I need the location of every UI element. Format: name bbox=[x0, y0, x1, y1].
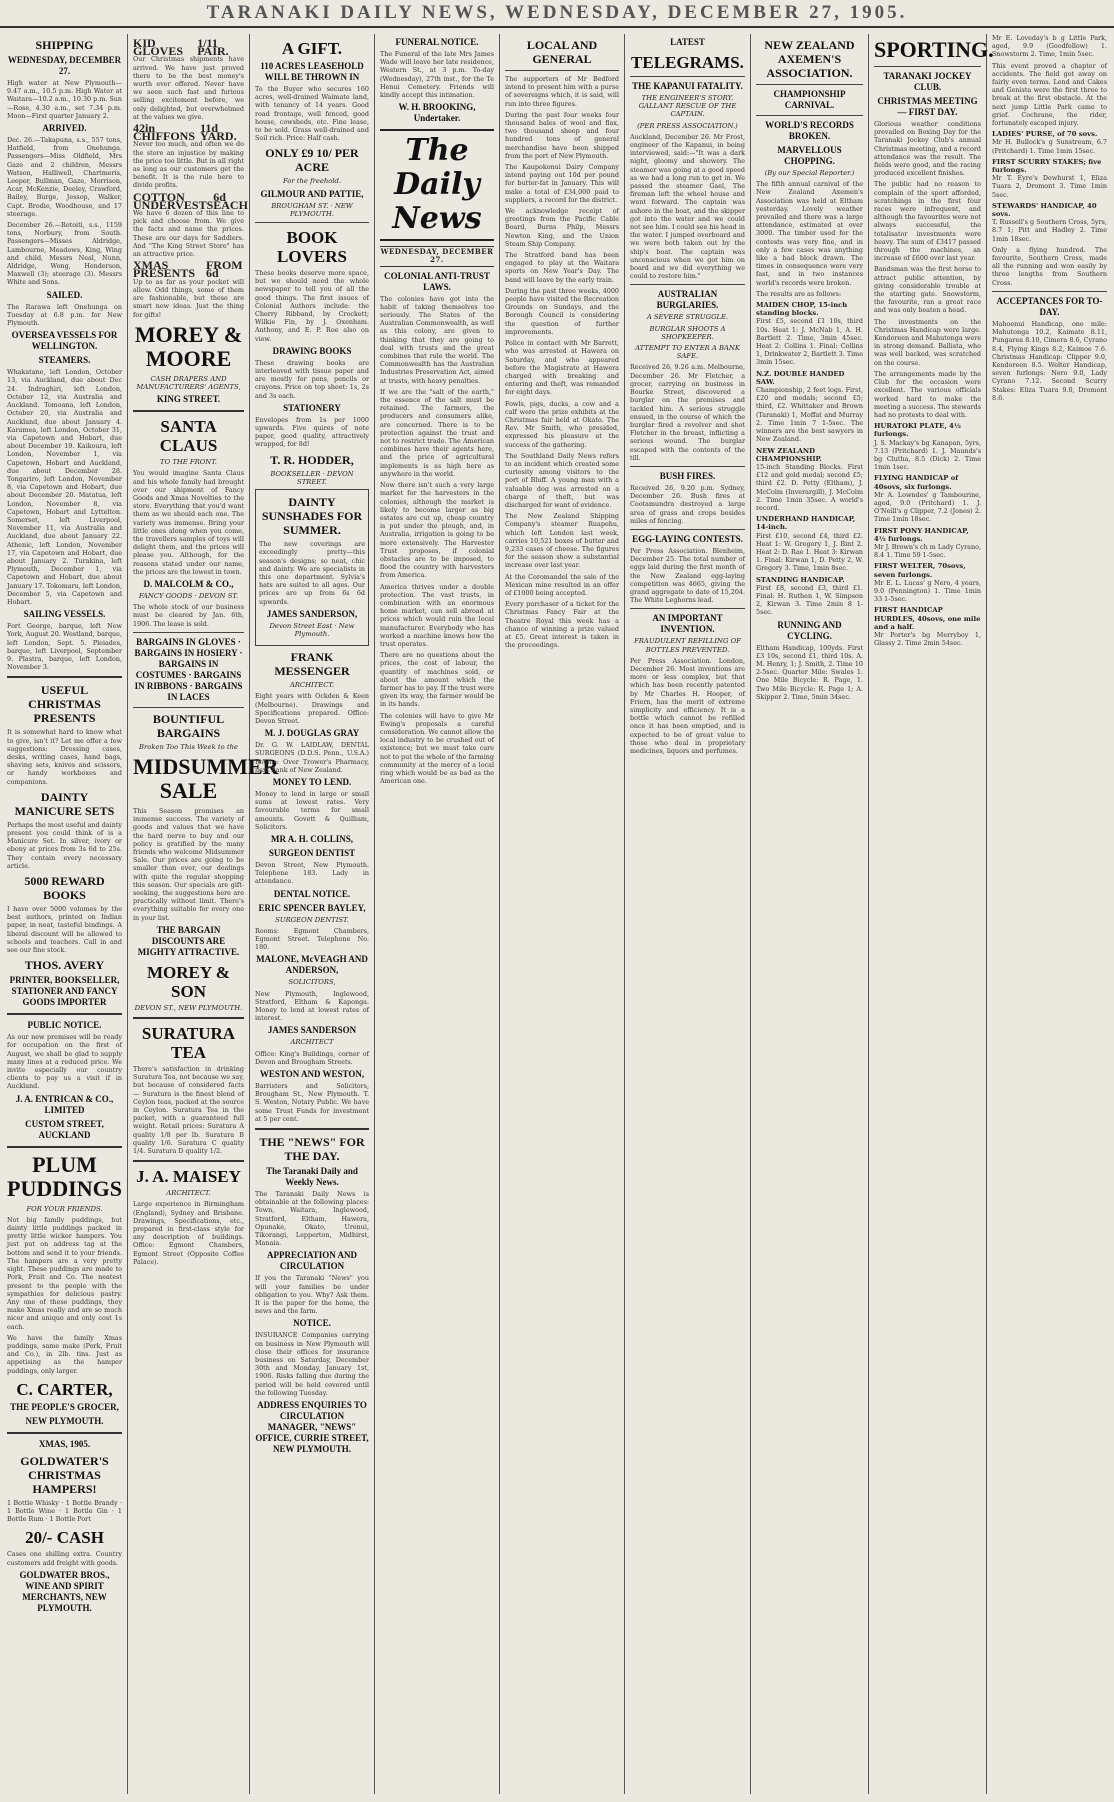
flying-handicap-title: FLYING HANDICAP of 40sovs, six furlongs. bbox=[874, 474, 959, 491]
local-p6: During the past three weeks, 4000 people have visited the Recreation Grounds on Sundays, and the Borough Council is considering the question of further improvements. bbox=[505, 286, 619, 336]
chiffons-ad bbox=[133, 121, 244, 144]
sporting-p5: The arrangements made by the Club for the occasion were excellent. The various officials worked hard to make the meeting a success. The stewards had no protests to deal with. bbox=[874, 369, 981, 419]
flying-handicap-text: Mr A. Lowndes' g Tambourine, aged, 9.0 (Pritchard) 1. J. O'Neill's g Clipper, 7.2 (Jones) 2. Time 1min 18sec. bbox=[874, 490, 981, 524]
editorial-p3: Now there isn't such a very large market for the harvesters in the colonies, although the market is likely to become larger as big estates are cut up, cheap country is put under the plough, and, in Australia, irrigation is going to be more extensively. The Harvester Trust proposes, if colonial obstacles are to be imposed, to flood the country with harvesters from America. bbox=[380, 481, 494, 580]
editorial-dateline: WEDNESDAY, DECEMBER 27. bbox=[380, 246, 494, 266]
telegrams-title: TELEGRAMS. bbox=[631, 53, 744, 72]
race-report-p1: This event proved a chapter of accidents. The field got away on fairly even terms. Lend and Cakes and Genista were the first three to break at the first obstacle. At the next jump Little Park came to grief. Cochrane, the rider, fortunately escaped injury. bbox=[992, 61, 1107, 128]
burglaries-sub: A SEVERE STRUGGLE. bbox=[646, 313, 729, 322]
arrived-text: Dec. 26.—Takapuna, s.s., 557 tons, Hatfield, from Onehunga. Passengers—Miss Oldfield, Mrs Gaze and 2 children, Messrs Watson, Halliwell, Chartmeris, Leeper, Bullman, Gaze, Morrison, Acar, McKenzie, Deeley, Crawford, Bailey, Burge, Jessop, Walker, Capt. Brodie, Woodhouse, and 17 steerage. bbox=[7, 136, 122, 218]
maisey-sub: ARCHITECT. bbox=[166, 1189, 211, 1198]
morey-son-title: MOREY & SON bbox=[147, 962, 230, 1001]
axemen-title: NEW ZEALAND AXEMEN'S ASSOCIATION. bbox=[764, 38, 855, 80]
collins-text: Devon Street, New Plymouth. Telephone 183. Lady in attendance. bbox=[255, 860, 369, 886]
divider bbox=[630, 466, 745, 467]
midsummer-title: MIDSUMMER SALE bbox=[133, 753, 279, 803]
reward-title: 5000 REWARD BOOKS bbox=[24, 874, 105, 903]
messenger-sub: ARCHITECT. bbox=[289, 681, 335, 690]
notice-title: PUBLIC NOTICE. bbox=[27, 1020, 102, 1031]
acceptances-text: Mahoenui Handicap, one mile: Mahutonga 10.2, Kaimate 8.11, Pungarea 8.10, Cimera 8.6, Cyrano 8.4, Flying Kings 8.2, Kaimoe 7.6. Christmas Handicap: Clipper 9.0, Kendoreen 8.5. Welter Handicap, seven furlongs: Nero 9.0, Lady Cyrano 7.12. Second Scurry Stakes: Eliza Tuara 9.0, Dromont 8.6. bbox=[992, 319, 1107, 402]
local-p12: Every purchaser of a ticket for the Christmas Fancy Fair at the Theatre Royal this week has a chance of winning a prize valued at £5. Great interest is taken in the proceedings. bbox=[505, 600, 619, 650]
local-p10: The New Zealand Shipping Company's steamer Ruapehu, which left London last week, carries 10,521 boxes of butter and 9,233 cases of cheese. The figures for the season show a substantial increase over last year. bbox=[505, 512, 619, 570]
first-scurry-text: Mr T. Eyre's Dewhurst 1, Eliza Tuara 2, Dromont 3. Time 1min 5sec. bbox=[992, 174, 1107, 199]
divider bbox=[756, 115, 863, 116]
bargains-list: BARGAINS IN GLOVES · BARGAINS IN HOSIERY · BARGAINS IN COSTUMES · BARGAINS IN RIBBONS · BARGAINS IN LACES bbox=[134, 636, 243, 702]
weston-text: Barristers and Solicitors, Brougham St., New Plymouth. T. S. Weston, Notary Public. We have some Trust Funds for investment at 5 per cent. bbox=[255, 1082, 369, 1123]
column-local-general bbox=[500, 34, 625, 1794]
chiffons-text: Never too much, and often we do the store an injustice by making the price too little. But in all right as long as our customers get the benefit. It is the rule here to divide profits. bbox=[133, 140, 244, 190]
santa-title: SANTA CLAUS bbox=[159, 417, 218, 456]
egg-laying-title: EGG-LAYING CONTESTS. bbox=[632, 533, 743, 544]
notice-text: As our new premises will be ready for occupation on the first of August, we shall be glad to supply many lines at a reduced price. We invite especially our country clients to pay us a visit if in Auckland. bbox=[7, 1033, 122, 1091]
ladies-purse-text: Mr H. Bullock's g Sunstream, 6.7 (Pritchard) 1. Time 1min 15sec. bbox=[992, 138, 1107, 155]
goldwater-price: 20/- CASH bbox=[25, 1528, 104, 1548]
burglaries-title: AUSTRALIAN BURGLARIES. bbox=[656, 289, 719, 311]
sporting-p3: Bandsman was the first horse to attract public attention, by giving considerable trouble at the starting gate. Snowstorm, the favourite, ran a great race and was only beaten a head. bbox=[874, 265, 981, 315]
xmas-presents-text: Up to as far as your pocket will allow. Odd things, some of them are fashionable, but these are smart new ideas. Just the thing for gifts! bbox=[133, 277, 244, 319]
records-title: WORLD'S RECORDS BROKEN. bbox=[765, 120, 854, 141]
huratoki-plate-text: J. S. Mackay's bg Kanapan, 5yrs, 7.13 (Pritchard) 1. J. Maunds's bg Clutha, 8.5 (Dick) 2. Time 1min 1sec. bbox=[874, 438, 981, 472]
messenger-text: Eight years with Ockden & Keen (Melbourne). Drawings and Specifications prepared. Office: Devon Street. bbox=[255, 692, 369, 725]
avery-title: THOS. AVERY bbox=[24, 958, 105, 973]
xmas-presents-price: FROM 6d bbox=[205, 258, 243, 281]
funeral-sign: W. H. BROOKING, Undertaker. bbox=[398, 102, 476, 124]
money-text: Money to lend in large or small sums at lowest rates. Very favourable terms for small amounts. Govett & Quilliam, Solicitors. bbox=[255, 789, 369, 831]
steamers-title: STEAMERS. bbox=[38, 355, 91, 366]
meeting-day: CHRISTMAS MEETING — FIRST DAY. bbox=[877, 96, 978, 117]
bayley-sub: SURGEON DENTIST. bbox=[275, 915, 349, 924]
sanderson-sub: ARCHITECT bbox=[290, 1038, 334, 1047]
divider bbox=[630, 608, 745, 609]
kid-gloves-ad bbox=[133, 36, 244, 59]
gift-for: For the freehold. bbox=[282, 177, 342, 186]
sporting-p4: The investments on the Christmas Handicap were large. Kendoreen and Mahutonga were in strong demand. Ballista, who was well backed, was scratched on the course. bbox=[874, 317, 981, 367]
arrived-title: ARRIVED. bbox=[42, 123, 87, 134]
race-report-p2: Only a flying hundred. The favourite, Southern Cross, made all the running and won easily by three lengths from Southern Cross. bbox=[992, 245, 1107, 287]
huratoki-plate-title: HURATOKI PLATE, 4½ furlongs. bbox=[874, 422, 961, 439]
local-p2: During the past four weeks four thousand bales of wool and flax, two thousand sheep and four hundred tons of general merchandise have been shipped from the port of New Plymouth. bbox=[505, 110, 619, 160]
paper-name: The Daily News bbox=[392, 133, 482, 237]
insurance-text: INSURANCE Companies carrying on business in New Plymouth will close their offices for insurance business on Saturday, December 30th and Monday, January 1st, 1906. Risks falling due during the period will be held covered until the following Tuesday. bbox=[255, 1331, 369, 1397]
morey-moore-town: KING STREET. bbox=[156, 394, 221, 405]
money-title: MONEY TO LEND. bbox=[272, 776, 352, 787]
reward-text: I have over 5000 volumes by the best authors, printed on Indian paper, in neat, tasteful bindings. A liberal discount will be allowed to schools and teachers. Call in and see our fine stock. bbox=[7, 905, 122, 955]
editorial-p2: If we are the "salt of the earth," the essence of the salt must be retained. The farmers, the producers and consumers alike, are concerned. There is to be protection against the trust and not to restrict trade. The American combines have their agents here, and the price of agricultural implements is as high here as anywhere in the world. bbox=[380, 387, 494, 478]
fatality-title: THE KAPANUI FATALITY. bbox=[632, 81, 743, 91]
gray-title: M. J. DOUGLAS GRAY bbox=[264, 728, 360, 739]
divider bbox=[133, 707, 244, 708]
gift-title: A GIFT. bbox=[281, 39, 343, 58]
midsummer-text: This Season promises an immense success. The variety of goods and values that we have the hard nerve to buy and our policy is gratified by the many friends who welcome Midsummer Sale. Our prices are going to be smaller than ever, our dealings with quite the regular shopping this season. Our specials are gift-seeking, the suggestions here are practically without limit. There's everything suitable for every one in your list. bbox=[133, 806, 244, 922]
divider bbox=[7, 1146, 122, 1148]
stewards-handicap-text: T. Russell's g Southern Cross, 5yrs, 8.7 1; Pitt and Hadley 2. Time 1min 18sec. bbox=[992, 218, 1107, 243]
divider bbox=[7, 1013, 122, 1015]
weston-title: WESTON AND WESTON, bbox=[259, 1069, 365, 1080]
divider bbox=[133, 1160, 244, 1162]
hurdles-text: Mr Porter's bg Merryboy 1, Glassy 2. Time 2min 54sec. bbox=[874, 630, 981, 648]
chopping-sub: (By our Special Reporter.) bbox=[764, 169, 855, 177]
cotton-title: COTTON UNDERVESTS bbox=[133, 189, 214, 212]
sanderson-title: JAMES SANDERSON bbox=[267, 1025, 357, 1036]
bushfires-title: BUSH FIRES. bbox=[659, 470, 716, 481]
burglaries-head: BURGLAR SHOOTS A SHOPKEEPER. bbox=[649, 324, 726, 341]
notice-title: NOTICE. bbox=[293, 1318, 331, 1329]
nz-championship-text: 15-inch Standing Blocks. First £12 and gold medal; second £5; third £2. D. Petty (Eltham), J. McColm (Inverargill), J. McColm 2. Time 1min 35sec. A world's record. bbox=[756, 462, 863, 512]
local-general-title: LOCAL AND GENERAL bbox=[526, 38, 598, 66]
bayley-text: Rooms: Egmont Chambers, Egmont Street. Telephone No. 180. bbox=[255, 926, 369, 952]
funeral-title: FUNERAL NOTICE. bbox=[395, 37, 479, 47]
latest-label: LATEST bbox=[670, 37, 705, 47]
running-title: RUNNING AND CYCLING. bbox=[777, 619, 842, 641]
pony-handicap-text: Mr J. Brown's ch m Lady Cyrano, 8.4 1. Time 59 1-5sec. bbox=[874, 542, 981, 560]
ladies-purse-title: LADIES' PURSE, of 70 sovs. bbox=[992, 130, 1098, 139]
drawing-books-title: DRAWING BOOKS bbox=[272, 345, 352, 356]
local-p1: The supporters of Mr Bedford intend to present him with a purse of sovereigns which, it is said, will run into three figures. bbox=[505, 75, 619, 108]
kid-gloves-title: KID GLOVES bbox=[133, 36, 184, 59]
shipping-title: SHIPPING bbox=[35, 38, 94, 52]
first-welter-text: Mr E. L. Lucas' g Nero, 4 years, 9.0 (Pennington) 1. Time 1min 33 1-5sec. bbox=[874, 578, 981, 604]
editorial-p5: There are no questions about the prices, the cost of labour, the quantity of machines sold, or about the amount which the farmer has to pay. If the trust were given its way, the farmer would be in its hands. bbox=[380, 651, 494, 709]
local-p11: At the Coromandel the sale of the Mexican mine resulted in an offer of £1000 being accepted. bbox=[505, 572, 619, 597]
editorial-p1: The colonies have got into the habit of taking themselves too seriously. The States of the Australian Commonwealth, as well as this colony, are given to thinking that they are going to deal with trusts and the great combines that rule the world. The Commonwealth has the Australian Industries Preservation Act, aimed at trusts, with heavy penalties. bbox=[380, 294, 494, 385]
column-telegrams bbox=[625, 34, 751, 1794]
goldwater-title: GOLDWATER'S CHRISTMAS HAMPERS! bbox=[20, 1453, 109, 1496]
malone-title: MALONE, McVEAGH AND ANDERSON, bbox=[256, 954, 368, 976]
maisey-text: Large experience in Birmingham (England), Sydney and Brisbane. Drawings, Specifications, etc., prepared in first-class style for any description of buildings. Office: Egmont Chambers, Egmont Street (Opposite Coffee Palace). bbox=[133, 1200, 244, 1266]
appreciation-text: If you the Taranaki "News" you will your families be under obligation to you. Why? Ask them. It is the paper for the home, the news and the farm. bbox=[255, 1274, 369, 1316]
sunshades-ad bbox=[255, 489, 369, 646]
divider bbox=[756, 84, 863, 85]
double-saw-text: Championship, 2 feet logs. First, £20 and medals; second £5; third, £2. Whittaker and Brown (Taranaki) 1, Moffat and Murray 2. Time 1min 7 1-5sec. The winners are the best sawyers in New Zealand. bbox=[756, 386, 863, 444]
malcolm-sub: FANCY GOODS · DEVON ST. bbox=[138, 591, 239, 600]
standing-text: First £8, second £3, third £1. Final: H. Ruthen 1, W. Simpson 2, Kirwan 3. Time 2min 8 1-5sec. bbox=[756, 583, 863, 617]
invention-head: FRAUDULENT REFILLING OF BOTTLES PREVENTED. bbox=[634, 637, 741, 654]
carter-town: NEW PLYMOUTH. bbox=[25, 1415, 104, 1426]
double-saw-title: N.Z. DOUBLE HANDED SAW. bbox=[756, 369, 845, 386]
sunshades-sign: JAMES SANDERSON, bbox=[266, 608, 358, 619]
plum-title: PLUM PUDDINGS bbox=[7, 1151, 122, 1201]
book-lovers-text: These books deserve more space, but we should need the whole newspaper to tell you of all the good things. The first issues of Colonial Authors include: the Cherry Ribband, by Crockett; Wilkie Fin, by J. Oxenham. Anthony, and E. P. Roe also on view. bbox=[255, 269, 369, 343]
burglaries-text: Received 26, 9.26 a.m. Melbourne, December 26. Mr Fletcher, a grocer, carrying on business in Bourke Street, discovered a burglar on the premises and tackled him. A serious struggle ensued, in the course of which the burglar fired a revolver and shot Fletcher in the breast, inflicting a serious wound. The burglar escaped with the contents of the till. bbox=[630, 363, 745, 462]
column-shipping bbox=[2, 34, 128, 1794]
sporting-title: SPORTING. bbox=[874, 37, 994, 62]
local-p8: Fowls, pigs, ducks, a cow and a calf were the prize exhibits at the Christmas fair held at Okato. The Rev. Mr Smith, who presided, expressed his pleasure at the success of the gathering. bbox=[505, 399, 619, 449]
dental-title: DENTAL NOTICE. bbox=[273, 888, 351, 899]
news-for-day-sub: The Taranaki Daily and Weekly News. bbox=[266, 1166, 358, 1188]
malcolm-title: D. MALCOLM & CO., bbox=[143, 578, 234, 589]
chopping-title: MARVELLOUS CHOPPING. bbox=[777, 145, 842, 166]
sporting-p1: Glorious weather conditions prevailed on Boxing Day for the Taranaki Jockey Club's annual Christmas meeting, and a record attendance was the result. The fields were good, and the racing produced excellent finishes. bbox=[874, 120, 981, 178]
chopping-text: The fifth annual carnival of the New Zealand Axemen's Association was held at Eltham yesterday. Lovely weather prevailed and there was a large attendance, estimated at over 3000. The timber used for the contests was very fine, and in only a few cases was anything like a bad block drawn. The times in consequence were very fast, and in two instances world's records were broken. bbox=[756, 180, 863, 287]
acceptances-title: ACCEPTANCES FOR TO-DAY. bbox=[996, 295, 1103, 317]
sunshades-text: The new coverings are exceedingly pretty—this season's designs; so neat, chic and dainty. We are specialists in this one department. Sylvia's hats are suited to all ages. Our prices are up from 6s 6d upwards. bbox=[259, 540, 365, 606]
dainty-title: DAINTY MANICURE SETS bbox=[14, 789, 115, 818]
goldwater-items: 1 Bottle Whisky · 1 Bottle Brandy · 1 Bottle Wine · 1 Bottle Gin · 1 Bottle Rum · 1 Bottle Port bbox=[7, 1498, 122, 1524]
divider bbox=[630, 76, 745, 77]
sporting-p2: The public had no reason to complain of the sport afforded, scratchings in the first four races were infrequent, and although the favourites were not always successful, the totalisator investments were heavy. The sum of £3417 passed through the machines, an increase of £600 over last year. bbox=[874, 180, 981, 263]
entrican-title: J. A. ENTRICAN & CO., LIMITED bbox=[15, 1093, 114, 1115]
divider bbox=[505, 70, 619, 71]
divider bbox=[874, 66, 981, 67]
stationery-title: STATIONERY bbox=[283, 402, 341, 413]
story-title: THE ENGINEER'S STORY. GALLANT RESCUE OF THE CAPTAIN. bbox=[638, 94, 737, 119]
chiffons-price: 11d YARD. bbox=[200, 121, 237, 144]
local-p5: The Stratford band has been engaged to play at the Waitara sports on New Year's Day. The band will leave by the early train. bbox=[505, 251, 619, 284]
column-race-results bbox=[987, 34, 1112, 1794]
dainty-text: Perhaps the most useful and dainty present you could think of is a Manicure Set. In silver, ivory or ebony at prices from 3s 6d to 25s. They contain every necessary article. bbox=[7, 820, 122, 870]
hodder-title: T. R. HODDER, bbox=[270, 452, 354, 467]
egg-laying-text: Per Press Association. Blenheim, December 25. The total number of eggs laid during the first month of the New Zealand egg-laying competition was 4665, giving the grand aggregate to date of 15,204. The White Leghorns lead. bbox=[630, 546, 745, 605]
standing-title: STANDING HANDICAP. bbox=[756, 575, 845, 584]
santa-sub: TO THE FRONT. bbox=[160, 458, 217, 467]
column-editorial bbox=[375, 34, 500, 1794]
arrived-text-2: December 26.—Rotoiti, s.s., 1159 tons, Norbury, from South. Passengers—Misses Aldridge, Lambourne, Meadows, King, Wing and child, Messrs Neal, Nunn, Aldridge, Wong, Henderson, Maxwell (3); steerage (3). Messrs White and Sons. bbox=[7, 221, 122, 287]
pony-handicap-title: FIRST PONY HANDICAP, 4½ furlongs. bbox=[874, 526, 969, 543]
maiden-chop-title: MAIDEN CHOP, 15-inch standing blocks. bbox=[756, 301, 848, 318]
funeral-text: The Funeral of the late Mrs James Wade will leave her late residence, Western St., at 3 p.m. To-day (Wednesday), 27th inst., for the Te Henui Cemetery. Friends will kindly accept this intimation. bbox=[380, 50, 494, 100]
agents-text: The Taranaki Daily News is obtainable at the following places: Town, Waitara, Inglewood, Stratford, Eltham, Hawera, Opunake, Okato, Urenui, Tikorangi, Lepperton, Midhirst, Manaia. bbox=[255, 1190, 369, 1248]
hurdles-title: FIRST HANDICAP HURDLES, 40sovs, one mile and a half. bbox=[874, 606, 981, 631]
carnival-title: CHAMPIONSHIP CARNIVAL. bbox=[773, 89, 846, 110]
local-p4: We acknowledge receipt of greetings from the Pacific Cable Board, Burns Philp, Messrs Newton King, and the Union Steam Ship Company. bbox=[505, 207, 619, 248]
xmas-presents-ad bbox=[133, 258, 244, 281]
sanderson-text: Office: King's Buildings, corner of Devon and Brougham Streets. bbox=[255, 1049, 369, 1066]
story-text: Auckland, December 26. Mr Frost, engineer of the Kapanui, in being interviewed, said:—"It was a dark night, gloomy and showery. The steamer was going at a good speed as we had a long run to get in. We passed the steamer Gael, The fireman left the wheel house and went forward. The captain was ashore in the boat, and the skipper got into the water and we could not see him. I could see his head in the water. I jumped overboard and we were both taken out by the ship's boat. The captain was unconscious when we got him on board and we did everything we could to restore him." bbox=[630, 132, 745, 281]
drawing-books-text: These drawing books are interleaved with tissue paper and are mostly for pens, pencils or crayons. Price on top sheet: 1s, 2s and 3s each. bbox=[255, 358, 369, 400]
carter-title: C. CARTER, bbox=[16, 1379, 113, 1399]
divider bbox=[133, 632, 244, 633]
sunshades-sign-sub: Devon Street East · New Plymouth. bbox=[269, 621, 355, 638]
entrican-sub: CUSTOM STREET, AUCKLAND bbox=[25, 1118, 104, 1140]
page-masthead: TARANAKI DAILY NEWS, WEDNESDAY, DECEMBER 27, 1905. bbox=[0, 0, 1114, 28]
divider bbox=[630, 284, 745, 285]
divider bbox=[630, 529, 745, 530]
sailed-title: SAILED. bbox=[46, 289, 83, 300]
collins-title: MR A. H. COLLINS, bbox=[270, 833, 353, 844]
bountiful-sub: Broken Too This Week to the bbox=[139, 742, 238, 751]
xmas-presents-title: XMAS PRESENTS bbox=[133, 258, 196, 281]
plum-text-2: We have the family Xmas puddings, same make (Pork, Fruit and Co.), in 2lb. tins. Just as appetising as the hamper puddings, only larger. bbox=[7, 1333, 122, 1375]
gift-price: ONLY £9 10/ PER ACRE bbox=[265, 146, 359, 175]
jockey-club-title: TARANAKI JOCKEY CLUB. bbox=[883, 71, 972, 92]
discounts-line: THE BARGAIN DISCOUNTS ARE MIGHTY ATTRACTIVE. bbox=[137, 924, 240, 957]
paper-masthead bbox=[380, 129, 494, 241]
useful-text: It is somewhat hard to know what to give, isn't it? Let me offer a few suggestions: Dressing cases, desks, writing cases, hand bags, shaving sets, knives and scissors, or handy workboxes and companions. bbox=[7, 728, 122, 786]
carter-sub: THE PEOPLE'S GROCER, bbox=[10, 1401, 119, 1412]
cotton-text: We have 6 dozen of this line to pick and choose from. We give the facts and name the prices. These are our days for Saddlers. And "The King Street Store" has an attractive price. bbox=[133, 209, 244, 259]
editorial-p4: America thrives under a double protection. The vast trusts, in combination with an enormous home market, can sell abroad at prices which would ruin the local manufacturer. Everybody who has worked a machine knows how the trust operates. bbox=[380, 582, 494, 648]
first-welter-title: FIRST WELTER, 70sovs, seven furlongs. bbox=[874, 562, 966, 579]
divider bbox=[133, 410, 244, 412]
book-lovers-title: BOOK LOVERS bbox=[277, 228, 347, 267]
first-scurry-title: FIRST SCURRY STAKES; five furlongs. bbox=[992, 157, 1102, 175]
maiden-chop-text: First £5, second £1 10s, third 10s. Heat 1: J. McNab 1, A. H. Bartlett 2. Time, 3min 45sec. Heat 2: Collins 1. Final: Collins 1, Drinkwater 2, Bartlett 3. Time 3min 15sec. bbox=[756, 317, 863, 367]
gilmour-sub: BROUGHAM ST. · NEW PLYMOUTH. bbox=[271, 201, 353, 218]
suratura-text: There's satisfaction in drinking Suratura Tea, not because we say, but because of considered facts — Suratura is the finest blend of Ceylon teas, packed at the source in Ceylon. Suratura Tea in the packet, with a guaranteed full weight. Retail prices: Suratura A quality 1/8 per lb. Suratura B quality 1/6. Suratura C quality 1/4. Suratura D quality 1/2. bbox=[133, 1065, 244, 1156]
gift-sub: 110 ACRES LEASEHOLD WILL BE THROWN IN bbox=[260, 61, 364, 82]
kid-gloves-price: 1/11 PAIR. bbox=[197, 36, 229, 59]
goldwater-sign: GOLDWATER BROS., WINE AND SPIRIT MERCHANTS, NEW PLYMOUTH. bbox=[19, 1569, 110, 1613]
plum-sub: FOR YOUR FRIENDS. bbox=[26, 1204, 103, 1213]
local-p7: Police in contact with Mr Barrett, who was arrested at Hawera on Saturday, and who appeared before the Magistrate at Hawera charged with breaking and entering and theft, was remanded for eight days. bbox=[505, 339, 619, 397]
divider bbox=[133, 1017, 244, 1019]
goldwater-text: Cases one shilling extra. Country customers add freight with goods. bbox=[7, 1550, 122, 1567]
plum-text: Not big family puddings, but dainty little puddings packed in pretty little wicker hampers. You just put on address tag at the bottom and send it to your friends. The hampers are a very pretty sight. These puddings are made to Pork, Fruit and Co. The neatest present to the people with the sympathies for delicious pastry. Any one of these puddings, they make Xmas really and are so much nicer and unique and only cost 1s each. bbox=[7, 1215, 122, 1331]
sunshades-title: DAINTY SUNSHADES FOR SUMMER. bbox=[261, 495, 363, 538]
results-intro: The results are as follows: bbox=[756, 289, 842, 298]
results-text: Mr E. Loveday's b g Little Park, aged, 9.9 (Goodfellow) 1. Snowstorm 2. Time, 1min 5sec. bbox=[992, 34, 1107, 59]
santa-text: You would imagine Santa Claus and his whole family had brought over our shipment of Fancy Goods and Xmas Novelties to the store. Everything that you'd want them as we should each one. The variety was immense. Bring your little ones along when you come, the travellers samples of toys will delight them, and the prices will please you. Although, for the reasons stated under our name, the prices are the lowest in town. bbox=[133, 469, 244, 576]
gift-text: To the Buyer who secures 160 acres, well-drained Waimate land, with tenancy of 14 years. Good road frontage, well fenced, good house, cowsheds, etc. Fine lease, to be sold. Grass well-drained and Soil rich. Price: Half cash. bbox=[255, 85, 369, 143]
stationery-text: Envelopes from 1s per 1000 upwards. Five quires of note paper, good quality, attractively wrapped, for 8d! bbox=[255, 415, 369, 449]
cotton-ad bbox=[133, 189, 248, 212]
divider bbox=[255, 222, 369, 223]
divider bbox=[7, 676, 122, 678]
running-text: Eltham Handicap, 100yds. First £3 10s, second £1, third 10s. A. M. Henry, 1; J. Smith, 2. Time 10 2-5sec. Quarter Mile: Swales 1. One Mile Bicycle: R. Page, 1. Two Mile Bicycle: R. Page 1; A. Skipper 2. Time, 5min 34sec. bbox=[756, 643, 863, 701]
bountiful-title: BOUNTIFUL BARGAINS bbox=[152, 711, 225, 740]
collins-sub: SURGEON DENTIST bbox=[268, 847, 356, 858]
oversea-title: OVERSEA VESSELS FOR WELLINGTON. bbox=[11, 330, 118, 352]
sailing-title: SAILING VESSELS. bbox=[23, 609, 106, 620]
gilmour-title: GILMOUR AND PATTIE, bbox=[260, 188, 364, 199]
story-sub: (PER PRESS ASSOCIATION.) bbox=[637, 121, 738, 130]
gray-text: Dr. G. W. LAIDLAW, DENTAL SURGEONS (D.D.S. Penn., U.S.A.) Rooms: Over Trower's Pharmacy, next Bank of New Zealand. bbox=[255, 741, 369, 774]
news-for-day-title: THE "NEWS" FOR THE DAY. bbox=[259, 1135, 365, 1164]
divider bbox=[992, 291, 1107, 292]
underhand-text: First £10, second £4, third £2. Heat 1: W. Gregory 1, J. Bint 2. Heat 2: D. Rae 1. Heat 3: Kirwan 1. Final: Kirwan 1, D. Petty 2, W. Gregory 3. Time, 1min 8sec. bbox=[756, 531, 863, 573]
bayley-title: ERIC SPENCER BAYLEY, bbox=[258, 902, 366, 913]
maisey-title: J. A. MAISEY bbox=[136, 1167, 241, 1187]
column-sporting bbox=[869, 34, 994, 1794]
malcolm-text: The whole stock of our business must be cleared by Jan. 6th, 1906. The lease is sold. bbox=[133, 603, 244, 628]
useful-title: USEFUL CHRISTMAS PRESENTS bbox=[28, 683, 101, 726]
malone-text: New Plymouth, Inglewood, Stratford, Eltham & Kaponga. Money to lend at lowest rates of interest. bbox=[255, 989, 369, 1023]
malone-sub: SOLICITORS, bbox=[288, 978, 336, 987]
morey-moore-title: MOREY & MOORE bbox=[134, 321, 243, 371]
chiffons-title: 42in CHIFFONS bbox=[133, 121, 196, 144]
burglaries-head-2: ATTEMPT TO ENTER A BANK SAFE. bbox=[635, 344, 740, 361]
avery-sub: PRINTER, BOOKSELLER, STATIONER AND FANCY GOODS IMPORTER bbox=[9, 975, 120, 1008]
nz-championship-title: NEW ZEALAND CHAMPIONSHIP. bbox=[756, 446, 822, 463]
kid-gloves-text: Our Christmas shipments have arrived. We have just proved there to be the best money's worth ever offered. Never have we seen such fast and furious selling excitement before, we only delighted, but overwhelmed at the values we give. bbox=[133, 55, 244, 121]
sailing-text: Fort George, barque, left New York, August 20. Westland, barque, left London, Sept. 5. Pleiades, barque, left Liverpool, September 9. Plastra, barque, left London, November 3. bbox=[7, 622, 122, 672]
underhand-title: UNDERHAND HANDICAP, 14-inch. bbox=[756, 515, 856, 532]
stewards-handicap-title: STEWARDS' HANDICAP, 40 sovs. bbox=[992, 201, 1097, 219]
messenger-title: FRANK MESSENGER bbox=[274, 650, 350, 679]
divider bbox=[255, 1128, 369, 1130]
sailed-text: The Rarawa left Onehunga on Tuesday at 6.8 p.m. for New Plymouth. bbox=[7, 302, 122, 328]
column-axemen bbox=[751, 34, 869, 1794]
column-professional-ads bbox=[250, 34, 375, 1794]
invention-title: AN IMPORTANT INVENTION. bbox=[652, 613, 723, 635]
editorial-title: COLONIAL ANTI-TRUST LAWS. bbox=[384, 270, 490, 292]
column-drapery-ads bbox=[128, 34, 279, 1794]
morey-moore-sub: CASH DRAPERS AND MANUFACTURERS' AGENTS, bbox=[136, 374, 241, 391]
suratura-title: SURATURA TEA bbox=[141, 1024, 236, 1063]
shipping-date: WEDNESDAY, DECEMBER 27. bbox=[7, 55, 122, 76]
tides-text: High water at New Plymouth—9.47 a.m., 10.5 p.m. High Water at Waitara—10.2 a.m., 10.30 p.m. Sun—Rose, 4.30 a.m., set 7.34 p.m. Moon—First quarter January 2. bbox=[7, 79, 122, 120]
cotton-price: 6d EACH bbox=[213, 189, 248, 212]
hodder-sub: BOOKSELLER · DEVON STREET. bbox=[270, 469, 354, 486]
morey-son-sub: DEVON ST., NEW PLYMOUTH. bbox=[134, 1003, 243, 1012]
divider bbox=[7, 1432, 122, 1434]
invention-text: Per Press Association. London, December 26. Most inventions are more or less complex, but that which has been recently patented by Mr Charles H. Hooper, of Friern, has the merit of extreme simplicity and efficiency. It is a bottle which cannot be refilled once it has been emptied, and is expected to be of great value to those who deal in proprietary medicines, liquors and perfumes. bbox=[630, 656, 745, 755]
address-text: ADDRESS ENQUIRIES TO CIRCULATION MANAGER, "NEWS" OFFICE, CURRIE STREET, NEW PLYMOUTH. bbox=[255, 1400, 369, 1455]
steamers-text: Whakatane, left London, October 13, via Auckland, due about Dec 24. Indraghiri, left London, October 12, via Australia and Auckland. Tomoana, left London, October 20, via Australia and Auckland, due about January 4. Karamea, left London, October 31, via Capetown and Hobart, due about December 19. Kaikoura, left London, November 1, via Capetown, Hobart and Auckland, due about December 28. Tongariro, left London, November 8, via Capetown and Hobart, due about December 20. Matatua, left London, November 8, via Capetown, Hobart and Lyttelton. Somerset, left Liverpool, November 11, via Australia and Auckland, due about January 22. Athenic, left London, November 17, via Capetown and Hobart, due about January 2. Turakina, left Plymouth, December 1, via Capetown and Hobart, due about January 17. Tokomaru, left London, December 5, via Capetown and Hobart. bbox=[7, 368, 122, 606]
editorial-p6: The colonies will have to give Mr Ewing's proposals a careful consideration. We cannot allow the local industry to be crushed out of existence; but we must take care not to put the whole of the farming community at the mercy of a local ring which would be as bad as the American one. bbox=[380, 711, 494, 786]
local-p3: The Kaupokonui Dairy Company intend paying out 10d per pound for butter-fat in January. This will make a total of £34,000 paid to suppliers, a record for the district. bbox=[505, 163, 619, 204]
xmas-heading: XMAS, 1905. bbox=[38, 1438, 91, 1449]
bushfires-text: Received 26, 9.20 p.m. Sydney, December 26. Bush fires at Cootamundra destroyed a large area of grass and crops besides miles of fencing. bbox=[630, 483, 745, 525]
appreciation-title: APPRECIATION AND CIRCULATION bbox=[266, 1250, 358, 1272]
local-p9: The Southland Daily News refers to an incident which created some curiosity among visitors to the port of Bluff. A young man with a valuable dog was arrested on a charge of theft, but was discharged for want of evidence. bbox=[505, 451, 619, 509]
